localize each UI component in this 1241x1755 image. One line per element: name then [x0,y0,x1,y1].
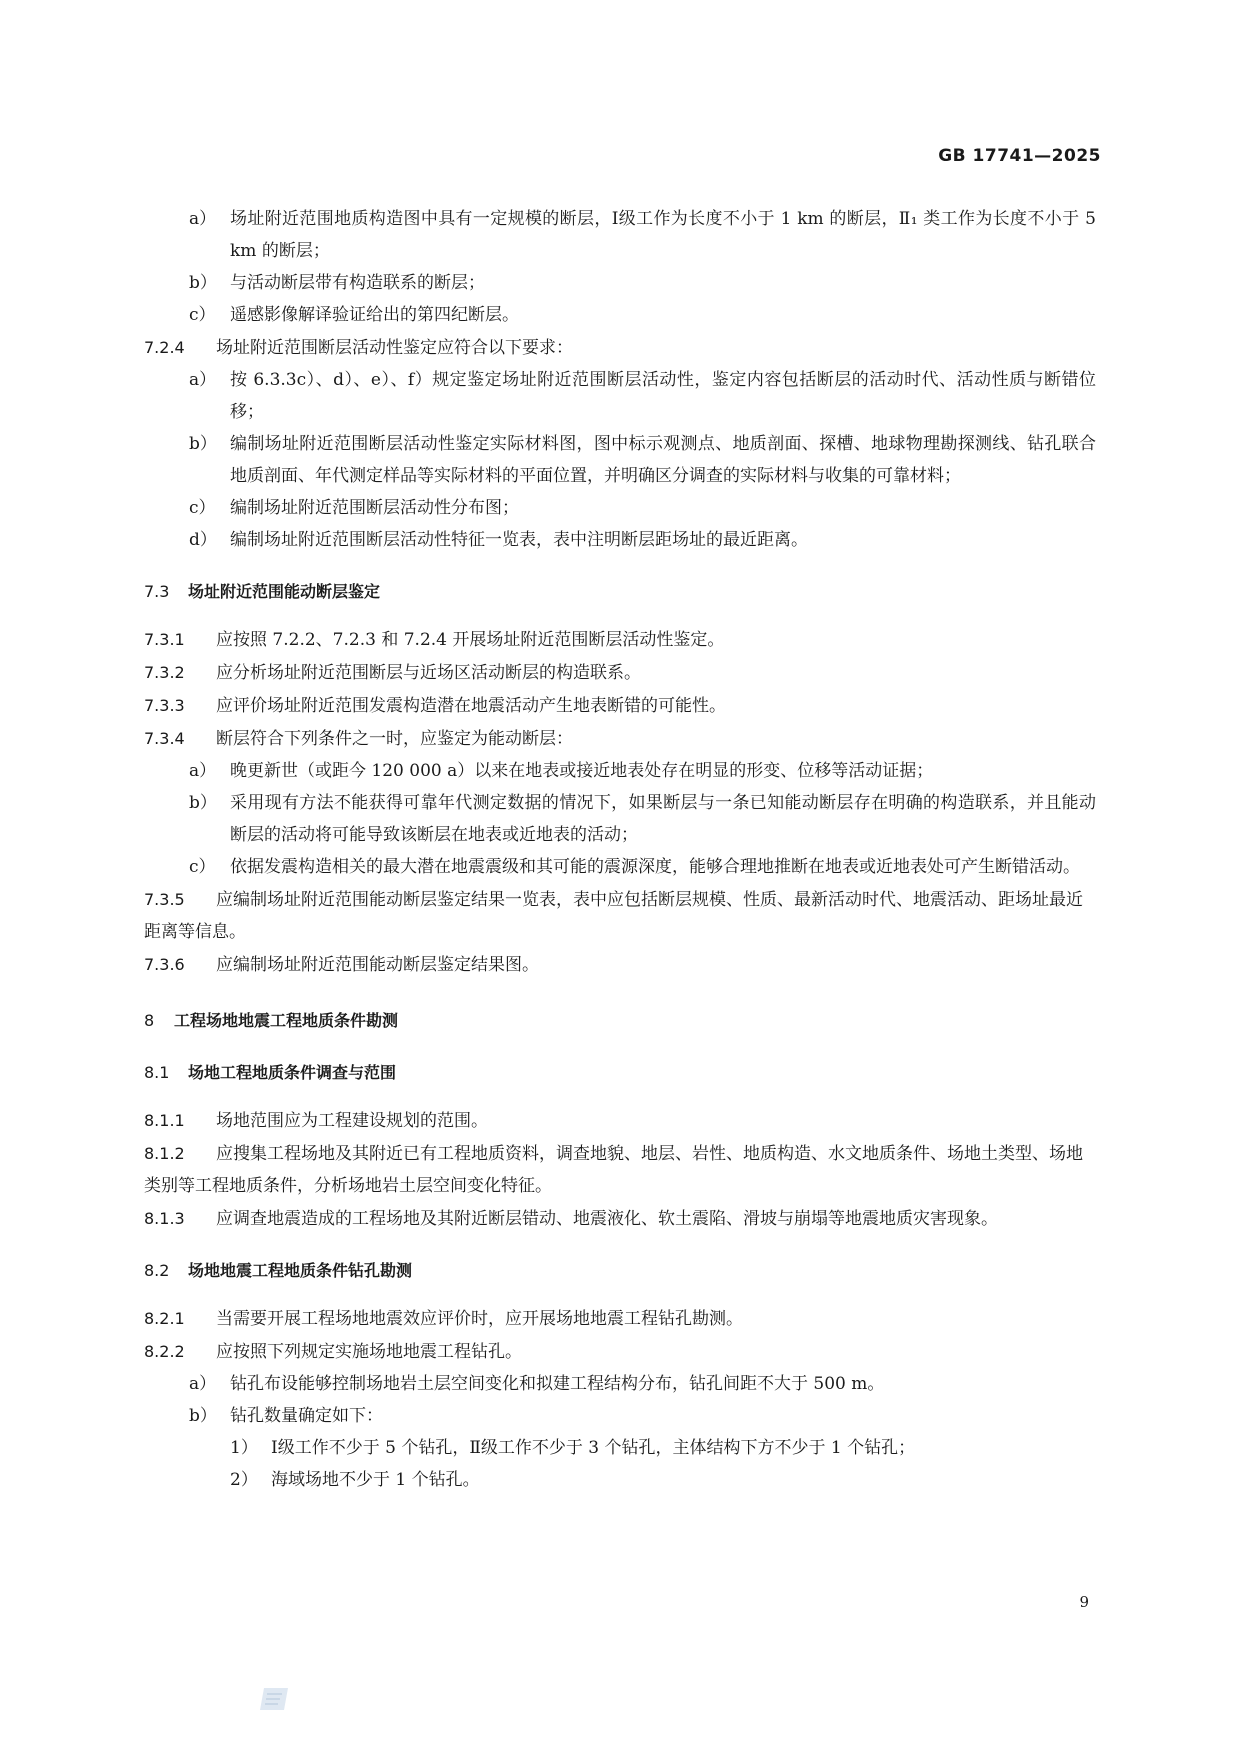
clause-7-2-4: 7.2.4 场址附近范围断层活动性鉴定应符合以下要求： [144,338,573,358]
clause-7-3-2: 7.3.2 应分析场址附近范围断层与近场区活动断层的构造联系。 [144,663,641,683]
chapter-heading-8: 8 工程场地地震工程地质条件勘测 [144,1011,399,1030]
page-number: 9 [1079,1593,1089,1611]
publisher-logo-icon [258,1686,290,1712]
clause-7-3-6: 7.3.6 应编制场址附近范围能动断层鉴定结果图。 [144,955,539,975]
clause-8-1-3: 8.1.3 应调查地震造成的工程场地及其附近断层错动、地震液化、软土震陷、滑坡与崩塌等地震地质灾害现象。 [144,1209,998,1229]
sub-list-item: 2） 海域场地不少于 1 个钻孔。 [230,1470,480,1490]
list-item: b） 钻孔数量确定如下： [189,1406,383,1426]
list-item: b） 编制场址附近范围断层活动性鉴定实际材料图，图中标示观测点、地质剖面、探槽、地球物理勘探测线、钻孔联合地质剖面、年代测定样品等实际材料的平面位置，并明确区分调查的实际材料与收集的可靠材料； [189,434,1096,486]
section-heading-7-3: 7.3 场址附近范围能动断层鉴定 [144,582,381,601]
list-item: a） 晚更新世（或距今 120 000 a）以来在地表或接近地表处存在明显的形变、位移等活动证据； [189,761,934,781]
list-item: a） 场址附近范围地质构造图中具有一定规模的断层，Ⅰ级工作为长度不小于 1 km 的断层，Ⅱ₁ 类工作为长度不小于 5 km 的断层； [189,209,1096,261]
list-item: c） 编制场址附近范围断层活动性分布图； [189,498,519,518]
list-item: a） 钻孔布设能够控制场地岩土层空间变化和拟建工程结构分布，钻孔间距不大于 500 m。 [189,1374,885,1394]
list-item: b） 采用现有方法不能获得可靠年代测定数据的情况下，如果断层与一条已知能动断层存在明确的构造联系，并且能动断层的活动将可能导致该断层在地表或近地表的活动； [189,793,1096,845]
section-heading-8-2: 8.2 场地地震工程地质条件钻孔勘测 [144,1261,413,1280]
clause-7-3-5: 7.3.5 应编制场址附近范围能动断层鉴定结果一览表，表中应包括断层规模、性质、最新活动时代、地震活动、距场址最近距离等信息。 [144,890,1083,942]
clause-8-1-1: 8.1.1 场地范围应为工程建设规划的范围。 [144,1111,488,1131]
clause-8-2-1: 8.2.1 当需要开展工程场地地震效应评价时，应开展场地地震工程钻孔勘测。 [144,1309,743,1329]
clause-8-1-2: 8.1.2 应搜集工程场地及其附近已有工程地质资料，调查地貌、地层、岩性、地质构造、水文地质条件、场地土类型、场地类别等工程地质条件，分析场地岩土层空间变化特征。 [144,1144,1083,1196]
list-item: c） 依据发震构造相关的最大潜在地震震级和其可能的震源深度，能够合理地推断在地表或近地表处可产生断错活动。 [189,857,1080,877]
sub-list-item: 1） Ⅰ级工作不少于 5 个钻孔，Ⅱ级工作不少于 3 个钻孔，主体结构下方不少于 1 个钻孔； [230,1438,916,1458]
clause-7-3-1: 7.3.1 应按照 7.2.2、7.2.3 和 7.2.4 开展场址附近范围断层活动性鉴定。 [144,630,725,650]
clause-8-2-2: 8.2.2 应按照下列规定实施场地地震工程钻孔。 [144,1342,522,1362]
section-heading-8-1: 8.1 场地工程地质条件调查与范围 [144,1063,397,1082]
page-body [144,203,1096,1496]
clause-7-3-4: 7.3.4 断层符合下列条件之一时，应鉴定为能动断层： [144,729,573,749]
list-item: c） 遥感影像解译验证给出的第四纪断层。 [189,305,519,325]
clause-7-3-3: 7.3.3 应评价场址附近范围发震构造潜在地震活动产生地表断错的可能性。 [144,696,726,716]
list-item: b） 与活动断层带有构造联系的断层； [189,273,485,293]
document-number: GB 17741—2025 [938,146,1101,166]
list-item: a） 按 6.3.3c）、d）、e）、f）规定鉴定场址附近范围断层活动性，鉴定内容包括断层的活动时代、活动性质与断错位移； [189,370,1096,422]
list-item: d） 编制场址附近范围断层活动性特征一览表，表中注明断层距场址的最近距离。 [189,530,808,550]
